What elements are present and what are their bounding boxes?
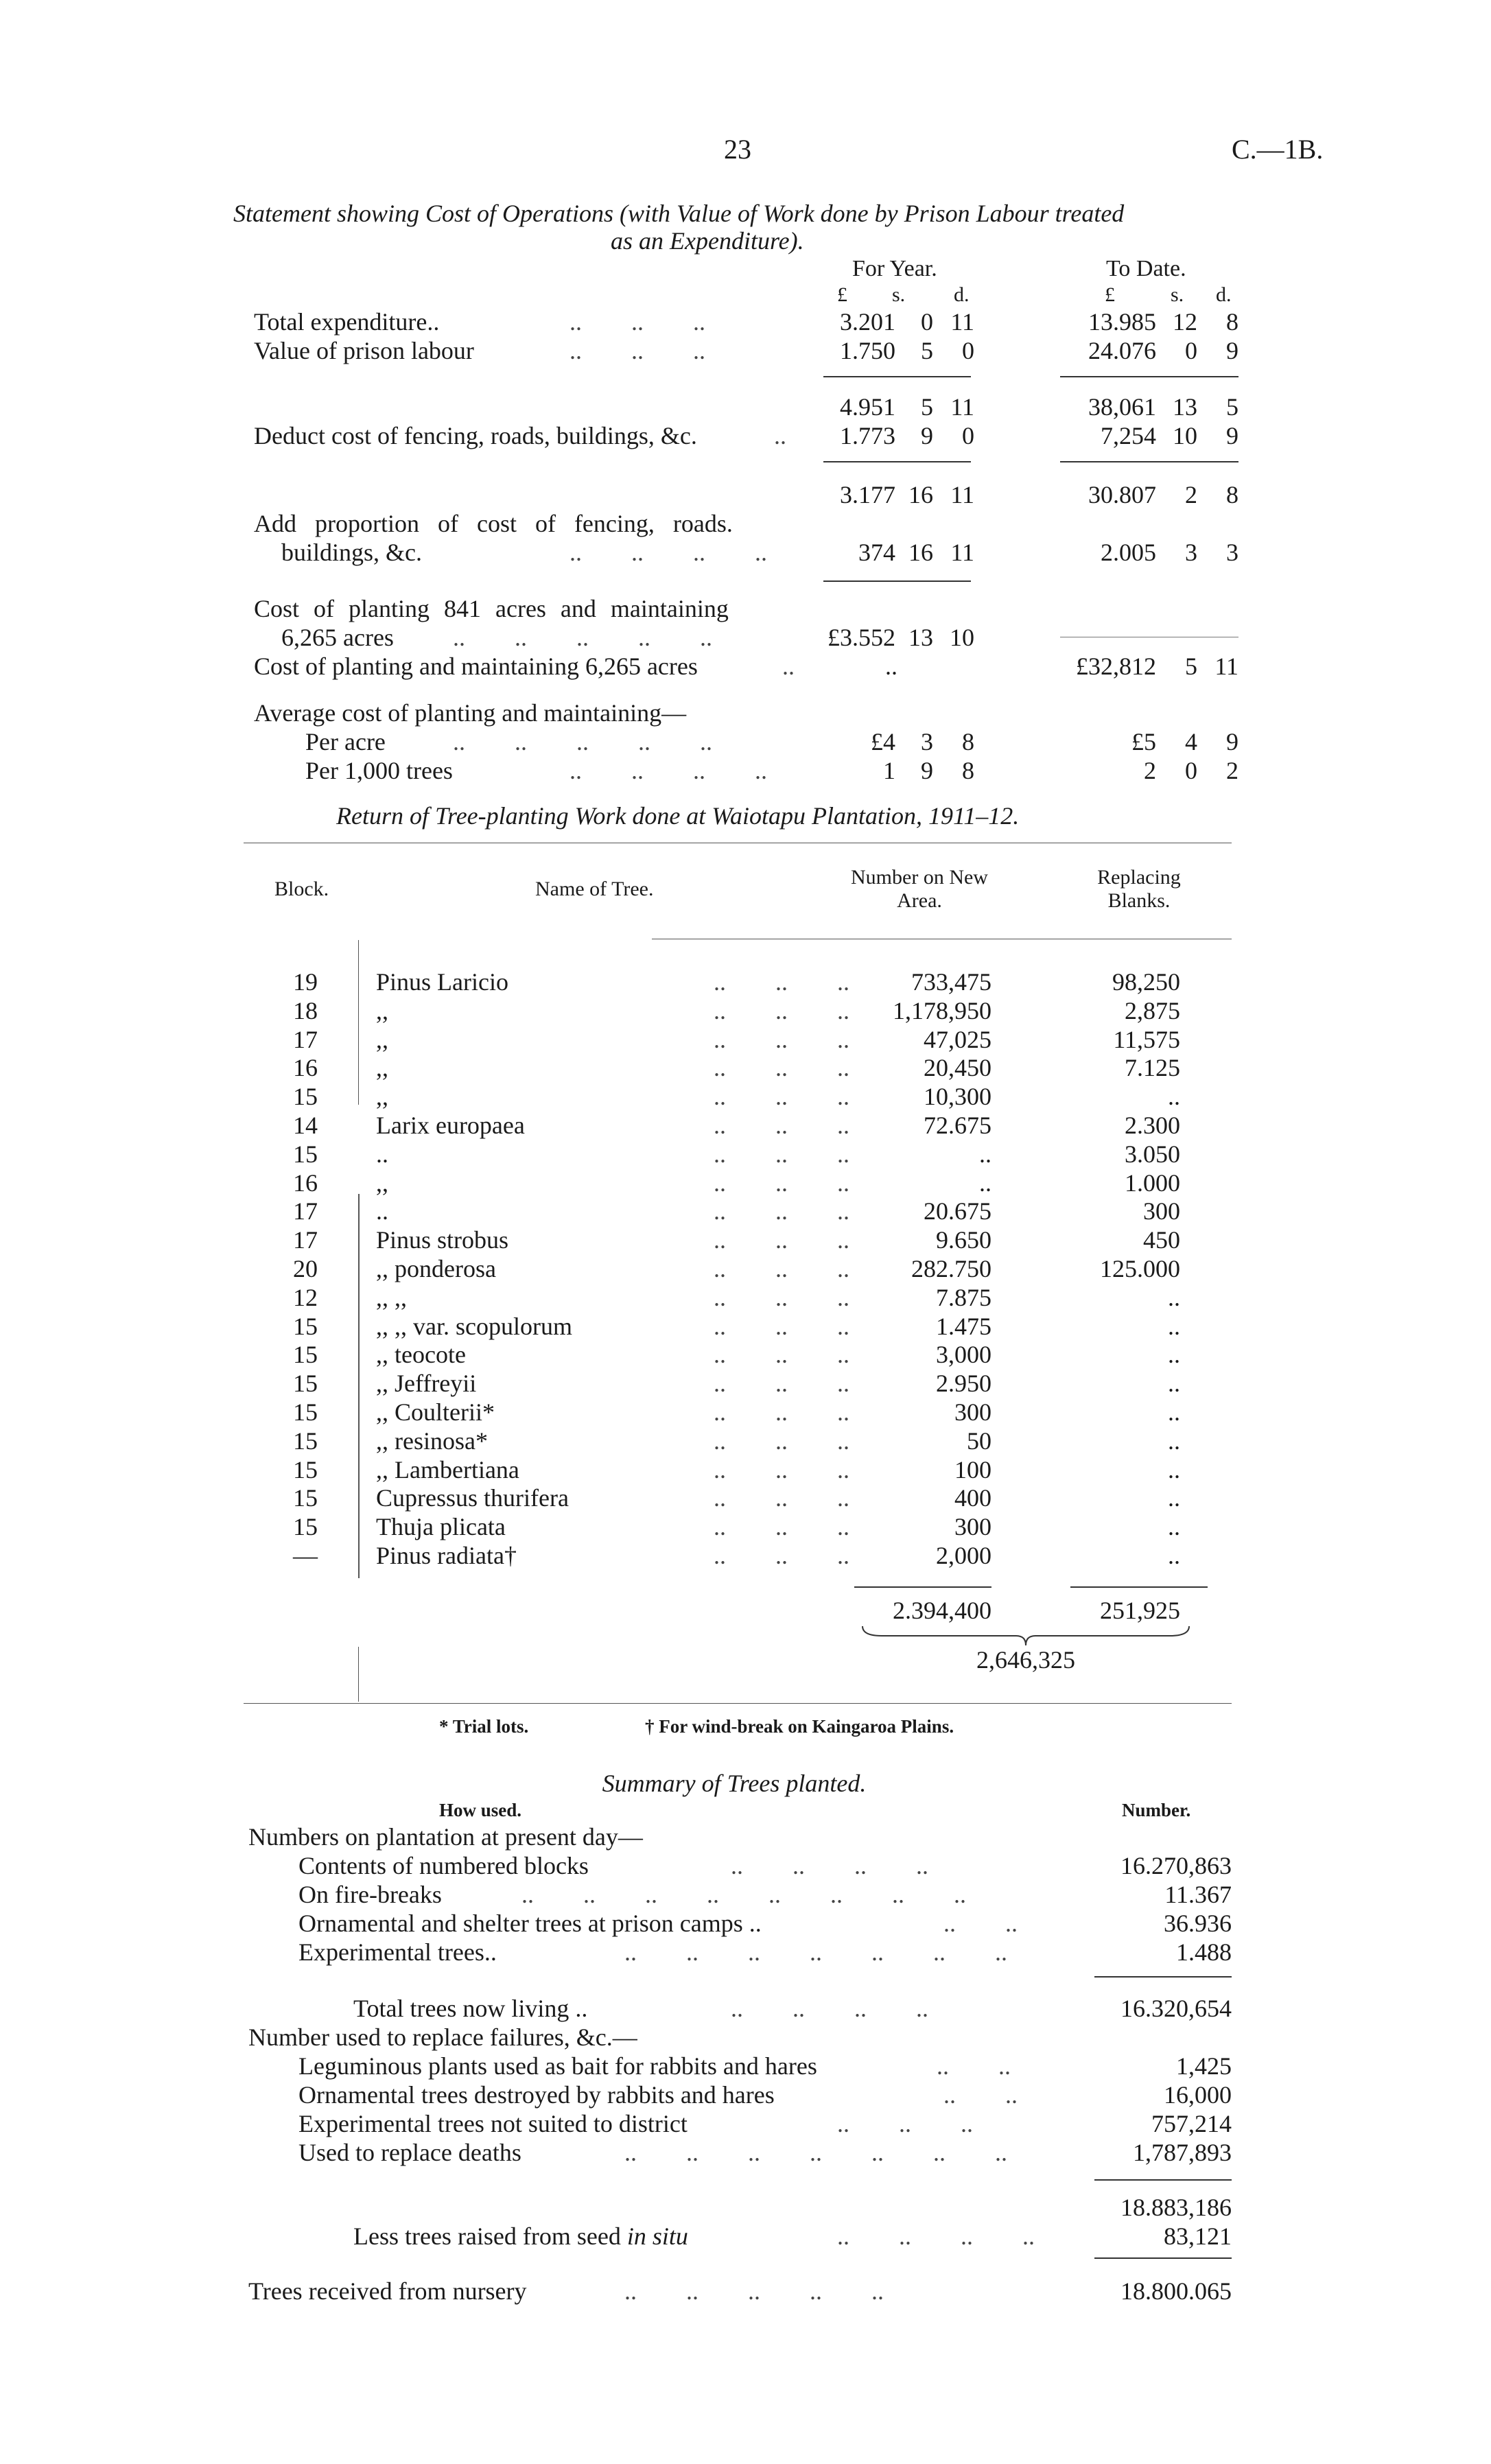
leader-dots: .. .. .. bbox=[714, 1542, 849, 1569]
block-cell: 17 bbox=[293, 1226, 318, 1254]
fy-pence: 11 bbox=[950, 393, 974, 421]
block-cell: 15 bbox=[293, 1513, 318, 1540]
received-value: 18.800.065 bbox=[1120, 2277, 1232, 2305]
block-cell: 14 bbox=[293, 1112, 318, 1139]
summary-row-label: Leguminous plants used as bait for rabbits and hares bbox=[298, 2052, 817, 2080]
tree-name-cell: ,, Lambertiana bbox=[376, 1456, 519, 1483]
cost-row-label: Value of prison labour bbox=[254, 337, 474, 364]
replacing-cell: 11,575 bbox=[1113, 1026, 1180, 1053]
leader-dots: .. .. .. bbox=[714, 1026, 849, 1053]
block-cell: 12 bbox=[293, 1284, 318, 1311]
summary-section2-heading: Number used to replace failures, &c.— bbox=[248, 2023, 637, 2051]
average-row-label: Per acre bbox=[305, 728, 386, 755]
block-cell: 20 bbox=[293, 1255, 318, 1282]
tree-name-cell: ,, resinosa* bbox=[376, 1427, 488, 1455]
total-living-label: Total trees now living .. bbox=[353, 1995, 588, 2022]
less-seed-label-italic: in situ bbox=[626, 2222, 688, 2250]
leader-dots: .. .. .. bbox=[714, 968, 849, 996]
summary-row-label: Ornamental trees destroyed by rabbits and hares bbox=[298, 2081, 775, 2109]
unit-shillings: s. bbox=[1171, 283, 1184, 306]
replacing-cell: .. bbox=[1168, 1484, 1180, 1512]
td-pence: 3 bbox=[1226, 539, 1238, 566]
fy-shillings: 13 bbox=[908, 624, 933, 651]
summary-row-label: Ornamental and shelter trees at prison camps .. bbox=[298, 1910, 762, 1937]
summary-row-value: 1.488 bbox=[1176, 1938, 1232, 1966]
new-area-cell: 20.675 bbox=[924, 1197, 991, 1225]
block-cell: 15 bbox=[293, 1341, 318, 1368]
block-cell: 18 bbox=[293, 997, 318, 1024]
footnote-windbreak: † For wind-break on Kaingaroa Plains. bbox=[645, 1716, 954, 1737]
column-divider bbox=[358, 940, 359, 1105]
td-shillings: 12 bbox=[1173, 308, 1197, 336]
replacing-cell: .. bbox=[1168, 1513, 1180, 1540]
total-replacing: 251,925 bbox=[1100, 1597, 1180, 1624]
column-divider bbox=[358, 1647, 359, 1702]
cost-row-label: Cost of planting and maintaining 6,265 acres bbox=[254, 653, 698, 680]
replacing-cell: .. bbox=[1168, 1398, 1180, 1426]
col-header-number: Number. bbox=[1122, 1800, 1191, 1820]
replacing-cell: .. bbox=[1168, 1341, 1180, 1368]
td-pounds: 2.005 bbox=[1101, 539, 1156, 566]
summary-row-label: Experimental trees.. bbox=[298, 1938, 497, 1966]
replacing-cell: .. bbox=[1168, 1427, 1180, 1455]
summary-row-value: 16.270,863 bbox=[1120, 1852, 1232, 1879]
replacing-cell: 2,875 bbox=[1125, 997, 1180, 1024]
fy-pence: 0 bbox=[962, 422, 974, 449]
td-pence: 8 bbox=[1226, 481, 1238, 508]
replacing-cell: 98,250 bbox=[1112, 968, 1180, 996]
summary-row-label: Experimental trees not suited to district bbox=[298, 2110, 688, 2137]
block-cell: 17 bbox=[293, 1026, 318, 1053]
fy-pence: 10 bbox=[950, 624, 974, 651]
fy-pence: 8 bbox=[962, 728, 974, 755]
fy-pounds: 1.773 bbox=[840, 422, 895, 449]
new-area-cell: 72.675 bbox=[924, 1112, 991, 1139]
new-area-cell: 47,025 bbox=[924, 1026, 991, 1053]
fy-shillings: 5 bbox=[921, 393, 933, 421]
col-header-new-area: Number on New Area. bbox=[851, 866, 988, 912]
td-shillings: 4 bbox=[1185, 728, 1197, 755]
td-shillings: 10 bbox=[1173, 422, 1197, 449]
leader-dots: .. .. .. bbox=[714, 997, 849, 1024]
new-area-cell: 10,300 bbox=[924, 1083, 991, 1110]
tree-name-cell: Thuja plicata bbox=[376, 1513, 506, 1540]
subtotal-value: 18.883,186 bbox=[1120, 2194, 1232, 2221]
tree-name-cell: Pinus Laricio bbox=[376, 968, 508, 996]
fy-pounds: 1.750 bbox=[840, 337, 895, 364]
tree-name-cell: ,, teocote bbox=[376, 1341, 466, 1368]
replacing-cell: .. bbox=[1168, 1313, 1180, 1340]
col-header-for-year: For Year. bbox=[852, 256, 937, 281]
fy-pence: 11 bbox=[950, 308, 974, 336]
leader-dots: .. .. .. bbox=[714, 1513, 849, 1540]
replacing-cell: .. bbox=[1168, 1284, 1180, 1311]
tree-name-cell: ,, Coulterii* bbox=[376, 1398, 495, 1426]
td-shillings: 3 bbox=[1185, 539, 1197, 566]
fy-pence: 11 bbox=[950, 539, 974, 566]
td-pounds: 24.076 bbox=[1088, 337, 1156, 364]
sum-rule bbox=[854, 1586, 991, 1588]
replacing-cell: 1.000 bbox=[1125, 1169, 1180, 1197]
fy-shillings: 5 bbox=[921, 337, 933, 364]
tree-name-cell: ,, ,, var. scopulorum bbox=[376, 1313, 572, 1340]
sum-rule bbox=[1070, 1586, 1208, 1588]
replacing-cell: .. bbox=[1168, 1083, 1180, 1110]
leader-dots: .. .. .. bbox=[714, 1313, 849, 1340]
block-cell: 16 bbox=[293, 1054, 318, 1081]
tree-name-cell: .. bbox=[376, 1197, 388, 1225]
summary-row-label: Used to replace deaths bbox=[298, 2139, 521, 2166]
leader-dots: .. .. .. bbox=[714, 1255, 849, 1282]
td-pence: 11 bbox=[1214, 653, 1238, 680]
tree-name-cell: ,, bbox=[376, 1083, 388, 1110]
td-pence: 9 bbox=[1226, 337, 1238, 364]
leader-dots: .. .. .. bbox=[714, 1083, 849, 1110]
footnote-trial: * Trial lots. bbox=[439, 1716, 529, 1737]
unit-pounds: £ bbox=[1105, 283, 1115, 306]
fy-pounds: 374 bbox=[858, 539, 895, 566]
tree-name-cell: Cupressus thurifera bbox=[376, 1484, 569, 1512]
tree-name-cell: ,, ponderosa bbox=[376, 1255, 496, 1282]
td-pence: 2 bbox=[1226, 757, 1238, 784]
leader-dots: .. .. .. bbox=[714, 1140, 849, 1168]
leader-dots: .. .. .. bbox=[714, 1484, 849, 1512]
leader-dots: .. .. .. bbox=[714, 1456, 849, 1483]
new-area-cell: 300 bbox=[954, 1513, 991, 1540]
received-label: Trees received from nursery bbox=[248, 2277, 527, 2305]
sum-rule bbox=[1060, 376, 1238, 377]
block-cell: 15 bbox=[293, 1427, 318, 1455]
less-seed-value: 83,121 bbox=[1164, 2222, 1232, 2250]
leader-dots: .. .. .. bbox=[714, 1169, 849, 1197]
cost-row-label: Total expenditure.. bbox=[254, 308, 440, 336]
replacing-cell: 300 bbox=[1143, 1197, 1180, 1225]
block-cell: 15 bbox=[293, 1398, 318, 1426]
sum-rule bbox=[1094, 1976, 1232, 1978]
leader-dots: .. .. .. bbox=[714, 1112, 849, 1139]
tree-name-cell: ,, Jeffreyii bbox=[376, 1370, 477, 1397]
block-cell: 15 bbox=[293, 1484, 318, 1512]
td-pence: 9 bbox=[1226, 728, 1238, 755]
new-area-cell: .. bbox=[979, 1140, 991, 1168]
replacing-cell: .. bbox=[1168, 1370, 1180, 1397]
fy-pence: 8 bbox=[962, 757, 974, 784]
tree-name-cell: ,, bbox=[376, 1054, 388, 1081]
new-area-cell: 20,450 bbox=[924, 1054, 991, 1081]
fy-pence: 11 bbox=[950, 481, 974, 508]
td-pounds: 30.807 bbox=[1088, 481, 1156, 508]
new-area-cell: 2.950 bbox=[936, 1370, 991, 1397]
col-header-replacing: Replacing Blanks. bbox=[1097, 866, 1181, 912]
grand-total: 2,646,325 bbox=[976, 1646, 1075, 1674]
leader-dots: .. .. .. bbox=[714, 1398, 849, 1426]
td-pounds: £5 bbox=[1131, 728, 1156, 755]
planting-return-title: Return of Tree-planting Work done at Waiotapu Plantation, 1911–12. bbox=[336, 802, 1020, 830]
fy-pounds: 3.201 bbox=[840, 308, 895, 336]
summary-row-label: On fire-breaks bbox=[298, 1881, 442, 1908]
fy-pounds: 3.177 bbox=[840, 481, 895, 508]
tree-name-cell: Pinus strobus bbox=[376, 1226, 509, 1254]
cost-statement-title-line2: as an Expenditure). bbox=[611, 227, 804, 255]
leader-dots: .. .. .. bbox=[714, 1341, 849, 1368]
document-code: C.—1B. bbox=[1232, 134, 1324, 165]
table-bottom-rule bbox=[244, 1703, 1232, 1704]
fy-pounds: 1 bbox=[883, 757, 895, 784]
td-shillings: 5 bbox=[1185, 653, 1197, 680]
total-new-area: 2.394,400 bbox=[893, 1597, 991, 1624]
td-shillings: 0 bbox=[1185, 757, 1197, 784]
leader-dots: .. .. .. bbox=[714, 1226, 849, 1254]
page-number: 23 bbox=[724, 134, 751, 165]
tree-name-cell: Pinus radiata† bbox=[376, 1542, 517, 1569]
grand-total-brace bbox=[861, 1625, 1190, 1648]
replacing-cell: 450 bbox=[1143, 1226, 1180, 1254]
unit-pence: d. bbox=[1216, 283, 1232, 306]
cost-row-label-cont: buildings, &c. bbox=[281, 539, 422, 566]
block-cell: 15 bbox=[293, 1456, 318, 1483]
summary-row-label: Contents of numbered blocks bbox=[298, 1852, 589, 1879]
new-area-cell: .. bbox=[979, 1169, 991, 1197]
replacing-cell: 2.300 bbox=[1125, 1112, 1180, 1139]
new-area-cell: 282.750 bbox=[911, 1255, 991, 1282]
sum-rule bbox=[823, 461, 971, 462]
col-header-how: How used. bbox=[439, 1800, 522, 1820]
tree-name-cell: ,, bbox=[376, 1026, 388, 1053]
replacing-cell: 125.000 bbox=[1100, 1255, 1180, 1282]
cost-row-label-cont: 6,265 acres bbox=[281, 624, 394, 651]
block-cell: 16 bbox=[293, 1169, 318, 1197]
sum-rule bbox=[1060, 461, 1238, 462]
new-area-cell: 733,475 bbox=[911, 968, 991, 996]
sum-rule bbox=[1094, 2257, 1232, 2259]
summary-row-value: 757,214 bbox=[1151, 2110, 1232, 2137]
new-area-cell: 50 bbox=[967, 1427, 991, 1455]
fy-pence: 0 bbox=[962, 337, 974, 364]
summary-title: Summary of Trees planted. bbox=[602, 1770, 867, 1797]
summary-row-value: 11.367 bbox=[1164, 1881, 1232, 1908]
new-area-cell: 9.650 bbox=[936, 1226, 991, 1254]
cost-row-label: Cost of planting 841 acres and maintaining bbox=[254, 595, 729, 622]
block-cell: 15 bbox=[293, 1083, 318, 1110]
td-pounds: £32,812 bbox=[1076, 653, 1156, 680]
average-heading: Average cost of planting and maintaining— bbox=[254, 699, 687, 727]
fy-shillings: 0 bbox=[921, 308, 933, 336]
summary-row-value: 36.936 bbox=[1164, 1910, 1232, 1937]
replacing-cell: 3.050 bbox=[1125, 1140, 1180, 1168]
leader-dots: .. .. .. bbox=[714, 1427, 849, 1455]
summary-row-value: 1,425 bbox=[1176, 2052, 1232, 2080]
new-area-cell: 100 bbox=[954, 1456, 991, 1483]
block-cell: 15 bbox=[293, 1313, 318, 1340]
td-shillings: 2 bbox=[1185, 481, 1197, 508]
new-area-cell: 3,000 bbox=[936, 1341, 991, 1368]
fy-shillings: 9 bbox=[921, 422, 933, 449]
td-shillings: 13 bbox=[1173, 393, 1197, 421]
average-row-label: Per 1,000 trees bbox=[305, 757, 453, 784]
td-pence: 5 bbox=[1226, 393, 1238, 421]
fy-shillings: 9 bbox=[921, 757, 933, 784]
new-area-cell: 400 bbox=[954, 1484, 991, 1512]
leader-dots: .. .. .. bbox=[714, 1370, 849, 1397]
td-pounds: 38,061 bbox=[1088, 393, 1156, 421]
col-header-block: Block. bbox=[274, 878, 329, 900]
new-area-cell: 7.875 bbox=[936, 1284, 991, 1311]
td-pence: 9 bbox=[1226, 422, 1238, 449]
tree-name-cell: ,, bbox=[376, 1169, 388, 1197]
tree-name-cell: ,, ,, bbox=[376, 1284, 407, 1311]
sum-rule bbox=[823, 376, 971, 377]
replacing-cell: .. bbox=[1168, 1542, 1180, 1569]
new-area-cell: 1,178,950 bbox=[893, 997, 991, 1024]
new-area-cell: 2,000 bbox=[936, 1542, 991, 1569]
column-divider bbox=[358, 1194, 360, 1578]
td-pounds: 7,254 bbox=[1101, 422, 1156, 449]
tree-name-cell: ,, bbox=[376, 997, 388, 1024]
unit-shillings: s. bbox=[892, 283, 906, 306]
block-cell: — bbox=[293, 1542, 318, 1569]
cost-statement-title: Statement showing Cost of Operations (with Value of Work done by Prison Labour treated bbox=[233, 200, 1125, 227]
cost-row-label: Deduct cost of fencing, roads, buildings, &c. bbox=[254, 422, 697, 449]
summary-section1-heading: Numbers on plantation at present day— bbox=[248, 1823, 643, 1851]
td-pence: 8 bbox=[1226, 308, 1238, 336]
block-cell: 17 bbox=[293, 1197, 318, 1225]
tree-name-cell: .. bbox=[376, 1140, 388, 1168]
cost-row-label: Add proportion of cost of fencing, roads. bbox=[254, 510, 733, 537]
td-pounds: 2 bbox=[1144, 757, 1156, 784]
sum-rule bbox=[1094, 2179, 1232, 2181]
col-header-to-date: To Date. bbox=[1106, 256, 1186, 281]
col-header-name: Name of Tree. bbox=[535, 878, 654, 900]
total-living-value: 16.320,654 bbox=[1120, 1995, 1232, 2022]
fy-pounds: .. bbox=[885, 653, 897, 680]
leader-dots: .. .. .. bbox=[714, 1284, 849, 1311]
replacing-cell: 7.125 bbox=[1125, 1054, 1180, 1081]
fy-shillings: 16 bbox=[908, 539, 933, 566]
replacing-cell: .. bbox=[1168, 1456, 1180, 1483]
fy-shillings: 3 bbox=[921, 728, 933, 755]
tree-name-cell: Larix europaea bbox=[376, 1112, 525, 1139]
fy-pounds: £4 bbox=[871, 728, 895, 755]
leader-dots: .. .. .. bbox=[714, 1197, 849, 1225]
fy-pounds: £3.552 bbox=[827, 624, 895, 651]
less-seed-label-text: Less trees raised from seed bbox=[353, 2222, 627, 2250]
unit-pence: d. bbox=[954, 283, 970, 306]
td-shillings: 0 bbox=[1185, 337, 1197, 364]
summary-row-value: 16,000 bbox=[1164, 2081, 1232, 2109]
less-seed-label bbox=[353, 2222, 688, 2251]
block-cell: 15 bbox=[293, 1370, 318, 1397]
unit-pounds: £ bbox=[837, 283, 847, 306]
block-cell: 15 bbox=[293, 1140, 318, 1168]
sum-rule bbox=[823, 580, 971, 582]
summary-row-value: 1,787,893 bbox=[1133, 2139, 1232, 2166]
fy-shillings: 16 bbox=[908, 481, 933, 508]
new-area-cell: 1.475 bbox=[936, 1313, 991, 1340]
td-pounds: 13.985 bbox=[1088, 308, 1156, 336]
new-area-cell: 300 bbox=[954, 1398, 991, 1426]
fy-pounds: 4.951 bbox=[840, 393, 895, 421]
leader-dots: .. .. .. bbox=[714, 1054, 849, 1081]
block-cell: 19 bbox=[293, 968, 318, 996]
